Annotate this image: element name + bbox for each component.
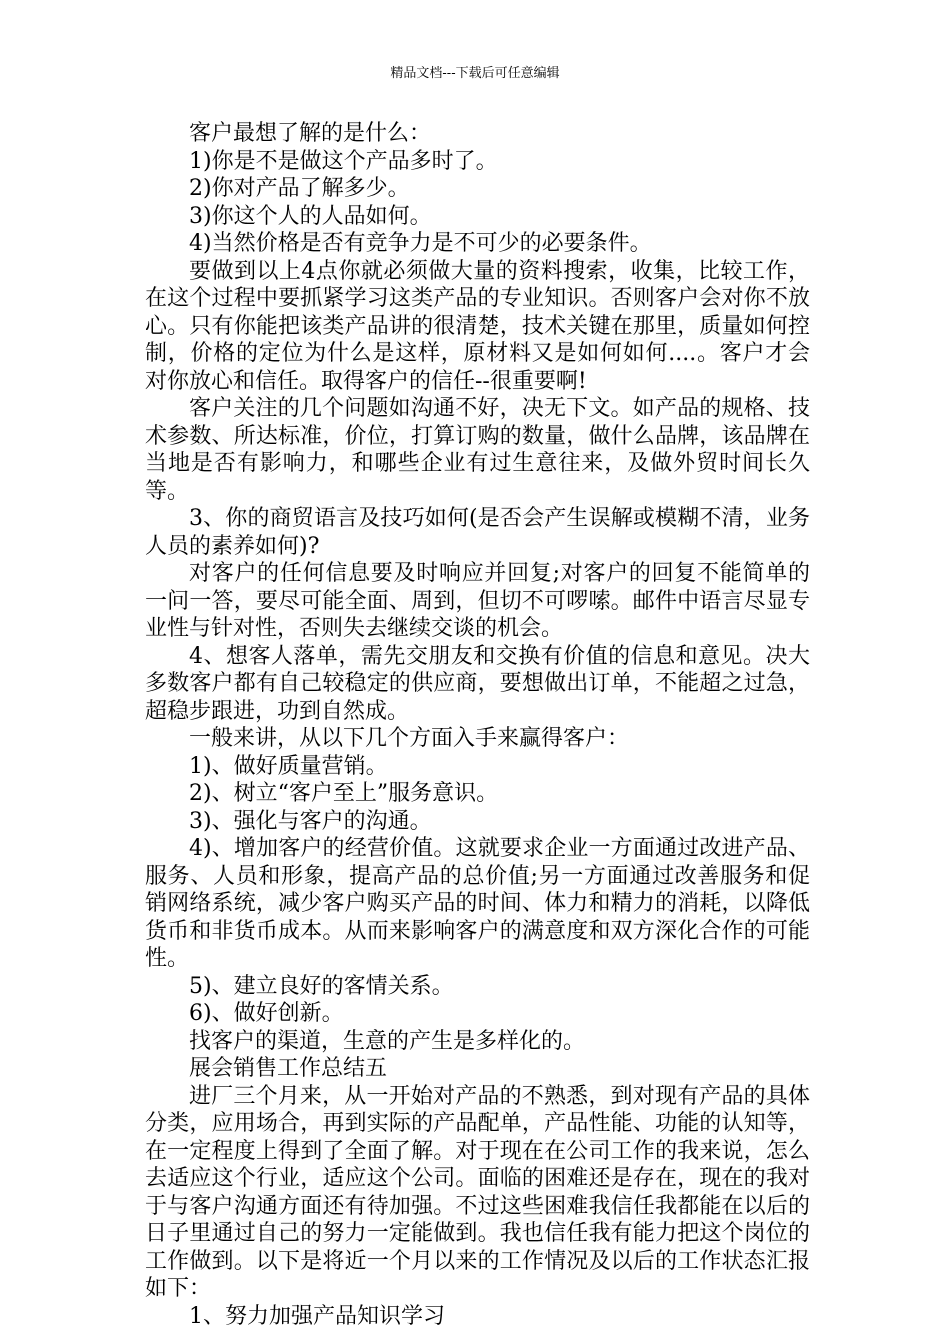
paragraph: 4、想客人落单，需先交朋友和交换有价值的信息和意见。决大多数客户都有自己较稳定的供应商，要想做出订单，不能超之过急，超稳步跟进，功到自然成。: [145, 643, 810, 724]
paragraph: 要做到以上4点你就必须做大量的资料搜索，收集，比较工作，在这个过程中要抓紧学习这类产品的专业知识。否则客户会对你不放心。只有你能把该类产品讲的很清楚，技术关键在那里，质量如何控制，价格的定位为什么是这样，原材料又是如何如何....。客户才会对你放心和信任。取得客户的信任--很重要啊!: [145, 258, 810, 394]
paragraph: 3)、强化与客户的沟通。: [189, 808, 432, 834]
document-body: [145, 120, 810, 1330]
paragraph: 5)、建立良好的客情关系。: [189, 973, 454, 999]
paragraph: 4)、增加客户的经营价值。这就要求企业一方面通过改进产品、服务、人员和形象，提高产品的总价值;另一方面通过改善服务和促销网络系统，减少客户购买产品的时间、体力和精力的消耗，以降低货币和非货币成本。从而来影响客户的满意度和双方深化合作的可能性。: [145, 836, 810, 971]
paragraph: 2)、树立“客户至上”服务意识。: [189, 781, 499, 806]
paragraph: 客户关注的几个问题如沟通不好，决无下文。如产品的规格、技术参数、所达标准，价位，打算订购的数量，做什么品牌，该品牌在当地是否有影响力，和哪些企业有过生意往来，及做外贸时间长久等。: [145, 396, 810, 504]
paragraph: 3、你的商贸语言及技巧如何(是否会产生误解或模糊不清，业务人员的素养如何)?: [145, 506, 810, 559]
paragraph: 1)你是不是做这个产品多时了。: [189, 148, 498, 174]
paragraph: 1、努力加强产品知识学习: [189, 1303, 445, 1329]
paragraph: 6)、做好创新。: [189, 1001, 344, 1026]
section-heading: 展会销售工作总结五: [189, 1056, 388, 1081]
paragraph: 2)你对产品了解多少。: [189, 176, 410, 201]
paragraph: 对客户的任何信息要及时响应并回复;对客户的回复不能简单的一问一答，要尽可能全面、周到，但切不可啰嗦。邮件中语言尽显专业性与针对性，否则失去继续交谈的机会。: [145, 561, 810, 641]
paragraph: 进厂三个月来，从一开始对产品的不熟悉，到对现有产品的具体分类，应用场合，再到实际的产品配单，产品性能、功能的认知等，在一定程度上得到了全面了解。对于现在在公司工作的我来说，怎么去适应这个行业，适应这个公司。面临的困难还是存在，现在的我对于与客户沟通方面还有待加强。不过这些困难我信任我都能在以后的日子里通过自己的努力一定能做到。我也信任我有能力把这个岗位的工作做到。以下是将近一个月以来的工作情况及以后的工作状态汇报如下：: [145, 1083, 810, 1301]
paragraph: 4)当然价格是否有竞争力是不可少的必要条件。: [189, 231, 652, 256]
paragraph: 3)你这个人的人品如何。: [189, 203, 432, 229]
paragraph: 1)、做好质量营销。: [189, 753, 388, 779]
page-header: 精品文档---下载后可任意编辑: [390, 66, 560, 81]
paragraph: 找客户的渠道，生意的产生是多样化的。: [189, 1028, 586, 1054]
paragraph: 一般来讲，从以下几个方面入手来赢得客户：: [189, 726, 630, 751]
paragraph: 客户最想了解的是什么：: [189, 121, 432, 146]
